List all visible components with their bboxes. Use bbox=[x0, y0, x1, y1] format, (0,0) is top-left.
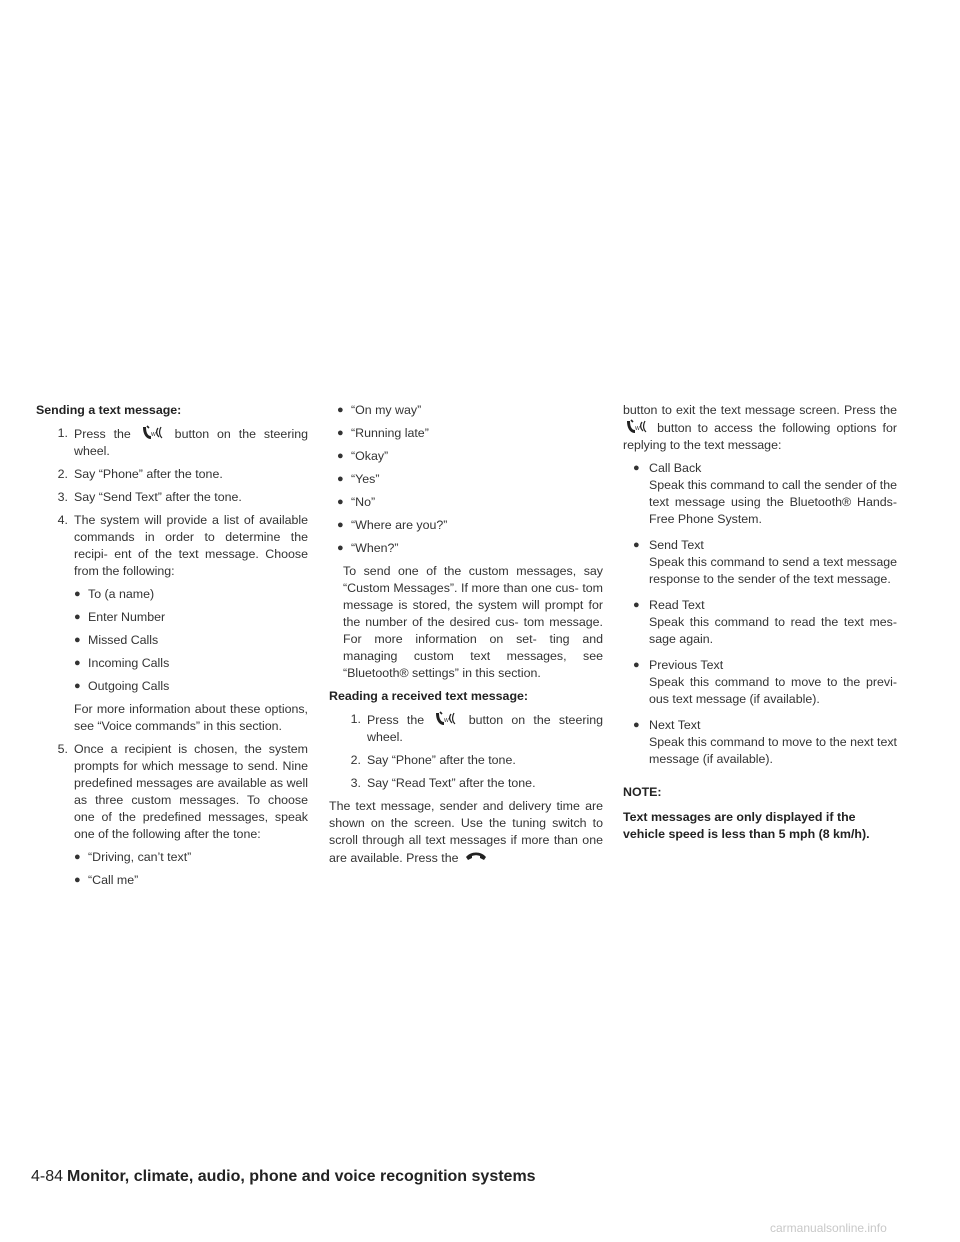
page-footer bbox=[31, 1168, 536, 1185]
chapter-title: Monitor, climate, audio, phone and voice recognition systems bbox=[67, 1168, 536, 1185]
watermark: carmanualsonline.info bbox=[770, 1221, 887, 1235]
note-heading: NOTE: bbox=[623, 785, 662, 799]
note-text: Text messages are only displayed if the vehicle speed is less than 5 mph (8 km/h). bbox=[623, 810, 870, 841]
read-step-1: 1. Press the W button on the steering wheel. bbox=[350, 712, 603, 744]
talk-button-icon bbox=[141, 425, 165, 439]
column-1 bbox=[36, 402, 308, 895]
list-item: ● “Yes” bbox=[337, 472, 380, 486]
options-note: For more information about these options, see “Voice commands” in this section. bbox=[74, 702, 308, 733]
list-item: ● To (a name) bbox=[74, 587, 155, 601]
column-3 bbox=[623, 402, 897, 843]
list-item: ● Send Text Speak this command to send a text message response to the sender of the text message. bbox=[633, 538, 897, 586]
list-item: ● Incoming Calls bbox=[74, 656, 170, 670]
send-step-3: 3. Say “Send Text” after the tone. bbox=[57, 490, 242, 504]
list-item: ● “Call me” bbox=[74, 873, 139, 887]
talk-button-icon bbox=[625, 419, 649, 433]
column-2 bbox=[329, 402, 603, 873]
list-item: ● Read Text Speak this command to read the text mes- sage again. bbox=[633, 598, 897, 646]
list-item: ● Enter Number bbox=[74, 610, 166, 624]
read-step-2: 2. Say “Phone” after the tone. bbox=[350, 753, 516, 767]
page-number: 4-84 bbox=[31, 1168, 64, 1185]
list-item: ● Missed Calls bbox=[74, 633, 159, 647]
list-item: ● “When?” bbox=[337, 541, 399, 555]
list-item: ● “On my way” bbox=[337, 403, 422, 417]
list-item: ● Call Back Speak this command to call the sender of the text message using the Bluetooth® Hands-Free Phone System. bbox=[633, 461, 897, 526]
read-step-3: 3. Say “Read Text” after the tone. bbox=[350, 776, 536, 790]
read-paragraph: The text message, sender and delivery time are shown on the screen. Use the tuning switch to scroll through all text messages if more than one are available. Press the bbox=[329, 799, 603, 865]
read-paragraph-continued: button to exit the text message screen. Press the W button to access the following options for replying to the text message: bbox=[623, 403, 897, 452]
send-step-5: 5. Once a recipient is chosen, the system prompts for which message to send. Nine predefined messages are available as well as three custom messages. To choose one of the predefined messages, speak one of the following after the tone: bbox=[57, 742, 308, 841]
reading-heading: Reading a received text message: bbox=[329, 689, 529, 703]
list-item: ● Outgoing Calls bbox=[74, 679, 170, 693]
list-item: ● “Where are you?” bbox=[337, 518, 448, 532]
talk-button-icon bbox=[434, 711, 458, 725]
send-step-1: 1. Press the W button on the steering wheel. bbox=[57, 426, 308, 458]
phone-hangup-icon bbox=[464, 849, 488, 863]
list-item: ● Previous Text Speak this command to move to the previ- ous text message (if available). bbox=[633, 658, 897, 706]
list-item: ● “Okay” bbox=[337, 449, 389, 463]
sending-heading: Sending a text message: bbox=[36, 403, 182, 417]
list-item: ● “No” bbox=[337, 495, 376, 509]
send-step-2: 2. Say “Phone” after the tone. bbox=[57, 467, 223, 481]
list-item: ● “Running late” bbox=[337, 426, 429, 440]
send-step-4: 4. The system will provide a list of available commands in order to determine the recipi- ent of the text message. Choose from the following: bbox=[57, 513, 308, 578]
custom-messages-note: To send one of the custom messages, say “Custom Messages”. If more than one cus- tom message is stored, the system will prompt for the number of the desired cus- tom message. For more information on set- ting and managing custom text messages, see “Bluetooth® settings” in this section. bbox=[343, 564, 603, 680]
svg-text:W: W bbox=[444, 718, 450, 724]
svg-text:W: W bbox=[635, 426, 640, 432]
list-item: ● Next Text Speak this command to move to the next text message (if available). bbox=[633, 718, 897, 766]
svg-text:W: W bbox=[150, 432, 156, 438]
list-item: ● “Driving, can’t text” bbox=[74, 850, 192, 864]
